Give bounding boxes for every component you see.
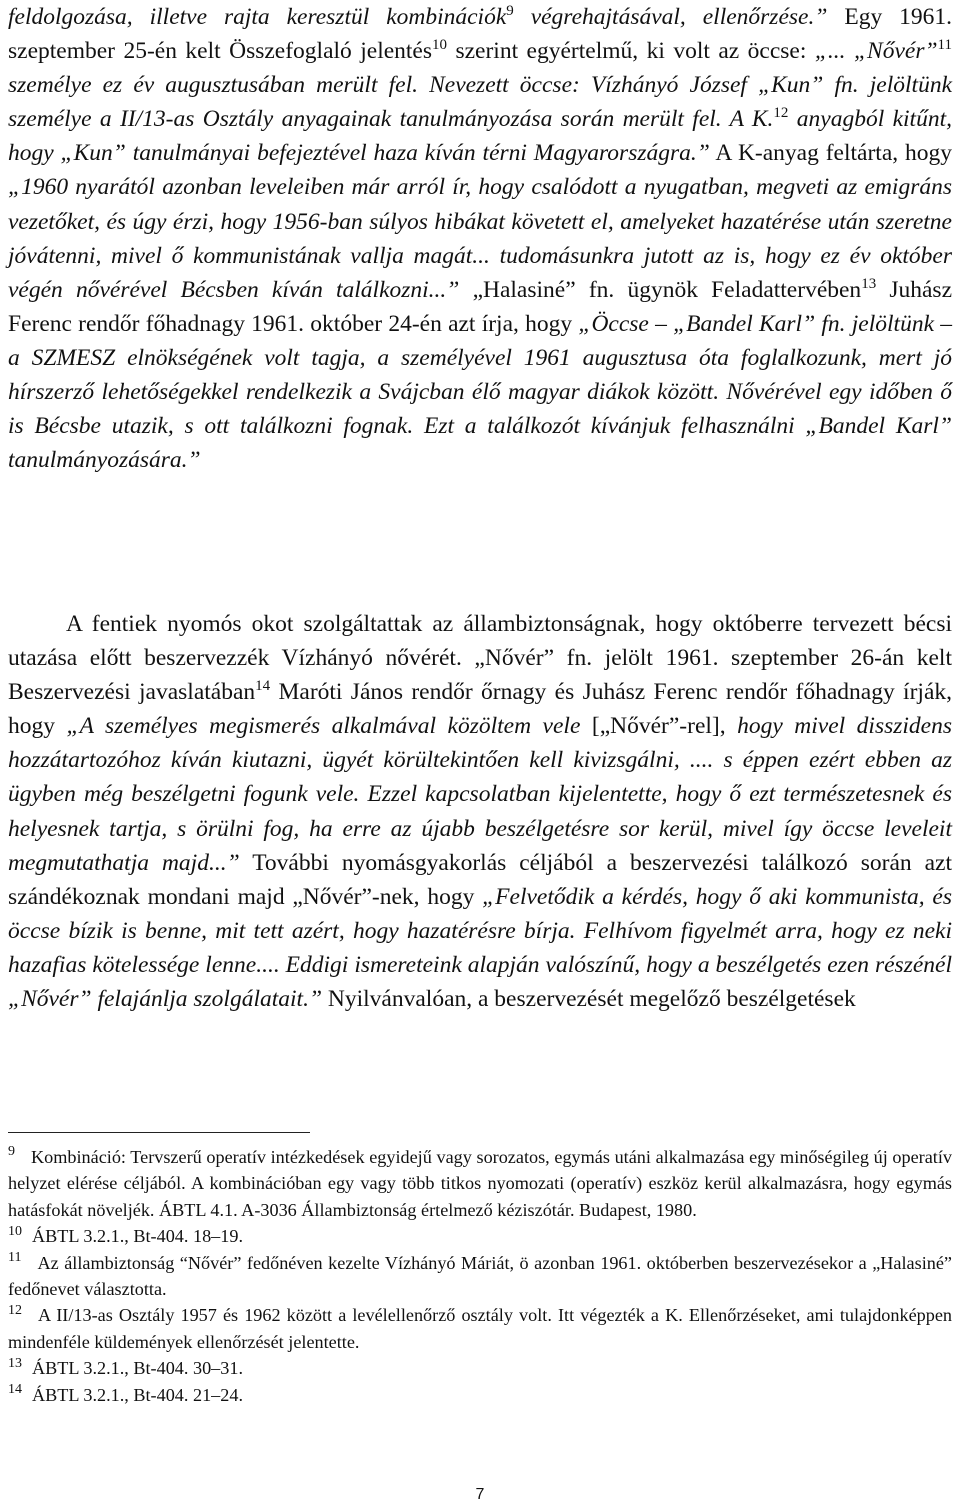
quoted-text: „1960 nyarától azonban leveleiben már arról ír, hogy csalódott a nyugatban, megveti az emigráns vezetőket, és úgy érzi, hogy 1956-ban súlyos hibákat követett el, amelyeket hazatérése után szeretne jóvátenni, mivel ő kommunistának vallja magát... tudomásunkra jutott az is, hogy ez év október végén nővérével Bécsben kíván találkozni...” <box>8 174 952 303</box>
footnote-number: 9 <box>8 1144 15 1160</box>
footnote-13 <box>8 1355 952 1381</box>
footnote-number: 13 <box>8 1355 22 1371</box>
quoted-text: „... „Nővér” <box>814 38 938 65</box>
body-text: szerint egyértelmű, ki volt az öccse: <box>447 38 815 65</box>
body-paragraph-1 <box>8 0 952 477</box>
footnote-text: Kombináció: Tervszerű operatív intézkedések egyidejű vagy sorozatos, egymás utáni alkalmazása egy minőségileg új operatív helyzet elérése céljából. A kombinációban egy vagy több titkos nyomozati (operatív) eszköz kerül alkalmazásra, hogy egymás hatásfokát növeljék. ÁBTL 4.1. A-3036 Állambiztonság értelmező kéziszótár. Budapest, 1980. <box>8 1147 952 1220</box>
body-text: [„Nővér”-rel], <box>580 713 738 740</box>
footnote-text: A II/13-as Osztály 1957 és 1962 között a levélellenőrző osztály volt. Itt végezték a K. Ellenőrzéseket, ami tulajdonképpen mindenféle küldemények ellenőrzését jelentette. <box>8 1305 952 1352</box>
footnote-ref: 14 <box>255 678 271 695</box>
body-text: Egy 1961. szeptember 25-én kelt Összefoglaló jelentés <box>8 4 953 65</box>
quoted-text: „Felvetődik a kérdés, hogy ő aki kommunista, és öccse bízik is benne, mit tett azért, hogy hazatérésre bírja. Felhívom figyelmét arra, hogy ez neki hazafias kötelessége lenne.... Eddigi ismereteink alapján valószínű, hogy a beszélgetés ezen részénél „Nővér” felajánlja szolgálatait.” <box>8 883 952 1013</box>
quoted-text: végrehajtásával, ellenőrzése.” <box>513 4 828 30</box>
page-number: 7 <box>475 1486 485 1503</box>
body-text: „Halasiné” fn. ügynök Feladattervében <box>459 276 862 303</box>
body-text: A fentiek nyomós okot szolgáltattak az állambiztonságnak, hogy októberre tervezett bécsi utazása előtt beszervezzék Vízhányó nővérét. „Nővér” fn. jelölt 1961. szeptember 26-án kelt Beszervezési javaslatában <box>8 611 952 706</box>
quoted-text: személye ez év augusztusában merült fel. Nevezett öccse: Vízhányó József „Kun” fn. jelöltünk személye a II/13-as Osztály anyagainak tanulmányozása során merült fel. A K. <box>8 72 952 133</box>
footnote-text: ÁBTL 3.2.1., Bt-404. 18–19. <box>32 1226 244 1247</box>
quoted-text: „Öccse – „Bandel Karl” fn. jelöltünk – a SZMESZ elnökségének volt tagja, a személyével 1961 augusztusa óta foglalkozunk, mert jó hírszerző lehetőségekkel rendelkezik a Svájcban élő magyar diákok között. Nővérével egy időben ő is Bécsbe utazik, s ott találkozni fognak. Ezt a találkozót kívánjuk felhasználni „Bandel Karl” tanulmányozására.” <box>8 310 953 474</box>
footnotes <box>8 1144 952 1408</box>
quoted-text: feldolgozása, illetve rajta keresztül kombinációk <box>8 4 507 30</box>
quoted-text: hogy mivel disszidens hozzátartozóhoz kíván kiutazni, ügyét körültekintően kell kivizsgálni, .... s éppen ezért ebben az ügyben még beszélgetni fogunk vele. Ezzel kapcsolatban kijelentette, hogy ő ezt természetesnek és helyesnek tartja, s örülni fog, ha erre az újabb beszélgetésre sor kerül, mivel így öccse leveleit megmutathatja majd...” <box>8 713 952 876</box>
footnote-ref: 9 <box>506 3 514 19</box>
footnote-12 <box>8 1302 952 1355</box>
footnote-separator <box>8 1132 310 1133</box>
footnote-10 <box>8 1223 952 1249</box>
footnote-number: 14 <box>8 1381 22 1397</box>
footnote-ref: 13 <box>861 275 877 292</box>
footnote-number: 12 <box>8 1302 22 1318</box>
footnote-ref: 10 <box>432 37 448 54</box>
footnote-text: Az állambiztonság “Nővér” fedőnéven kezelte Vízhányó Máriát, ö azonban 1961. októberben beszervezésekor a „Halasiné” fedőnevet választotta. <box>8 1252 952 1300</box>
footnote-number: 10 <box>8 1223 22 1239</box>
quoted-text: anyagból kitűnt, hogy „Kun” tanulmányai befejeztével haza kíván térni Magyarországra.” <box>8 106 952 167</box>
footnote-ref: 12 <box>773 105 789 122</box>
body-text: Nyilvánvalóan, a beszervezését megelőző beszélgetések <box>322 986 856 1013</box>
footnote-number: 11 <box>8 1249 22 1265</box>
body-text: Juhász Ferenc rendőr főhadnagy 1961. október 24-én azt írja, hogy <box>8 276 953 337</box>
footnote-text: ÁBTL 3.2.1., Bt-404. 21–24. <box>32 1384 244 1405</box>
body-text: További nyomásgyakorlás céljából a beszervezési találkozó során azt szándékoznak mondani majd „Nővér”-nek, hogy <box>8 849 953 910</box>
footnote-14 <box>8 1382 952 1408</box>
footnote-11 <box>8 1250 952 1303</box>
quoted-text: „A személyes megismerés alkalmával közöltem vele <box>66 713 581 740</box>
body-text: A K-anyag feltárta, hogy <box>709 140 952 167</box>
footnote-9 <box>8 1144 952 1223</box>
footnote-ref: 11 <box>937 37 952 54</box>
body-paragraph-2 <box>8 607 952 1016</box>
footnote-text: ÁBTL 3.2.1., Bt-404. 30–31. <box>32 1358 244 1379</box>
body-text: Maróti János rendőr őrnagy és Juhász Ferenc rendőr főhadnagy írják, hogy <box>8 679 952 740</box>
